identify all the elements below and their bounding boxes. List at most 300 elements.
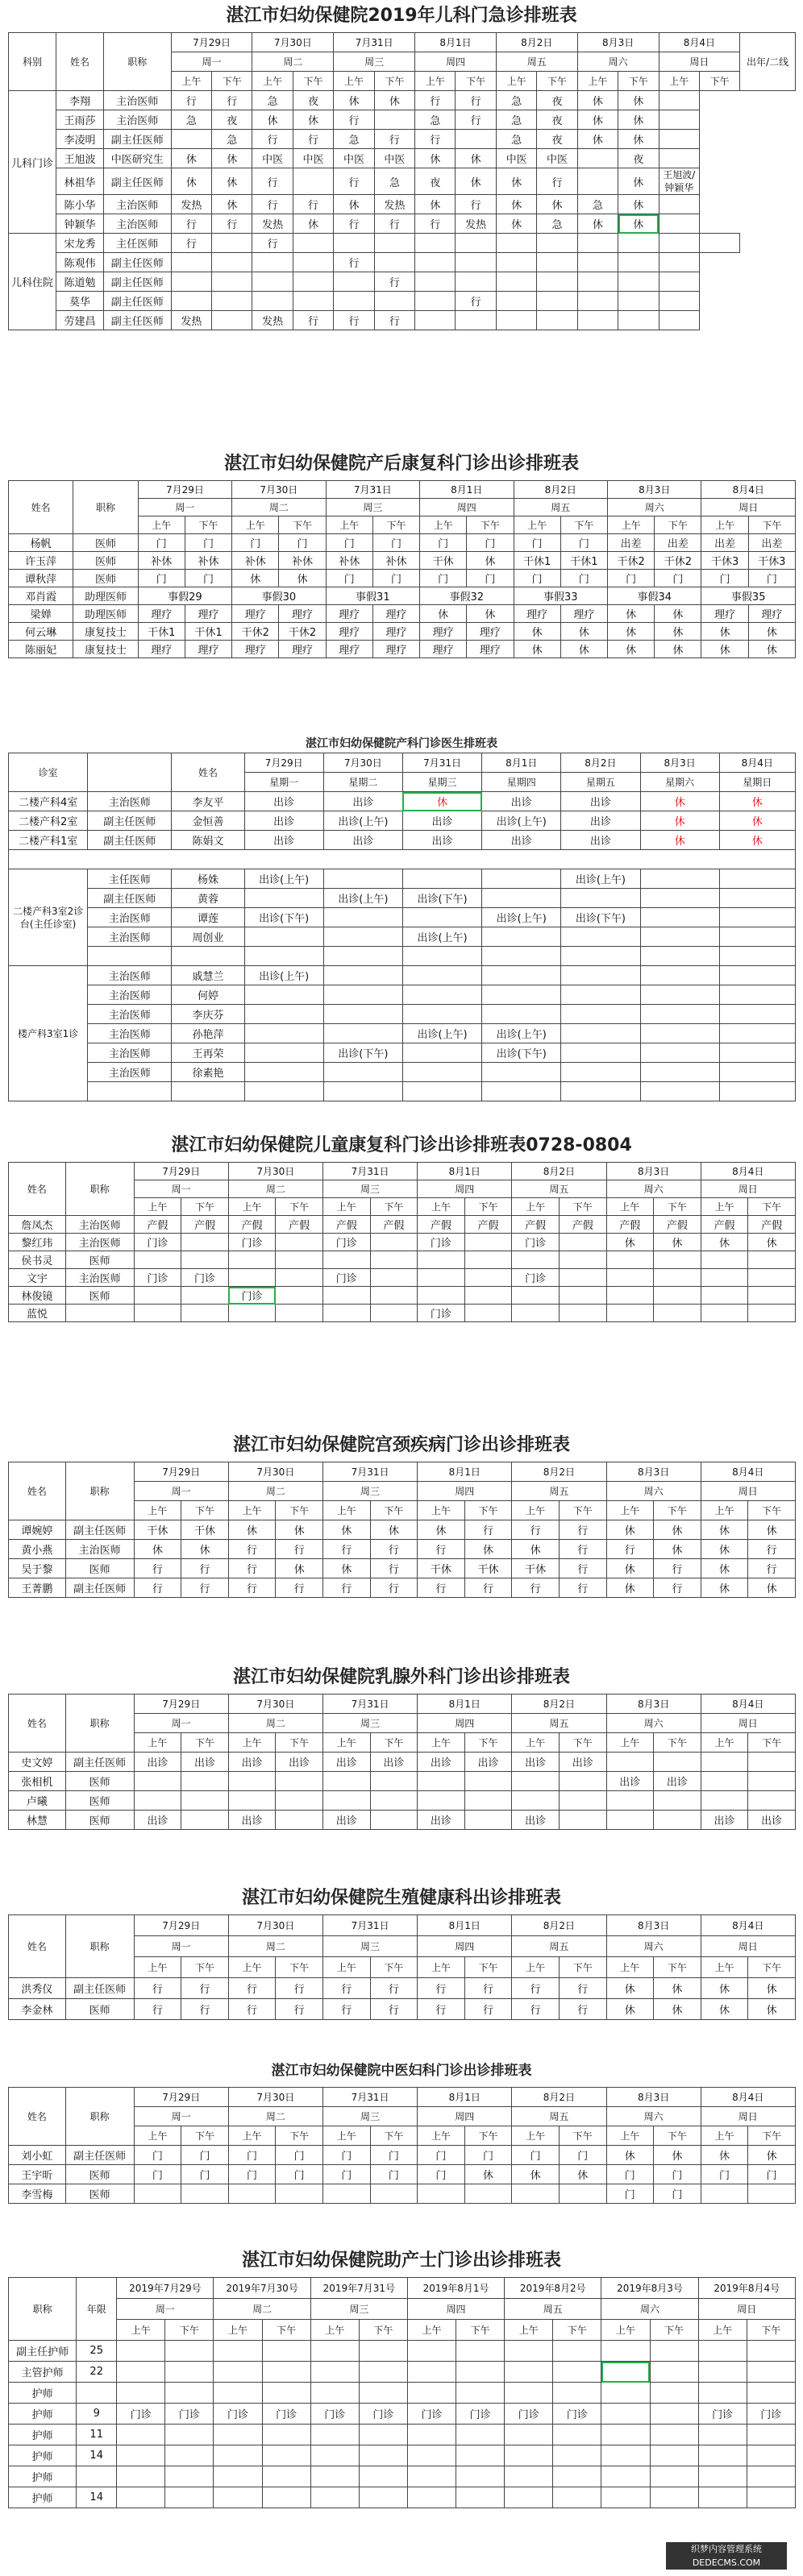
table-cell: 行 [181, 1578, 229, 1598]
table-cell: 医师 [65, 1287, 134, 1305]
table-cell: 理疗 [372, 641, 419, 658]
table-cell: 休 [606, 1578, 654, 1598]
table-cell [370, 1251, 418, 1269]
table-cell: 理疗 [279, 605, 326, 623]
table-cell: 出诊(上午) [561, 869, 640, 889]
header-cell: 下午 [748, 1501, 796, 1520]
table-cell [701, 1305, 748, 1322]
table-cell [228, 1772, 276, 1791]
table-cell [418, 1287, 465, 1305]
table-cell [323, 966, 402, 985]
table-cell: 出诊(上午) [402, 927, 481, 947]
table-row [9, 2487, 796, 2508]
header-cell: 上午 [171, 72, 211, 91]
table-cell: 主治医师 [103, 214, 171, 234]
header-cell: 周五 [512, 2107, 606, 2126]
table-cell: 主治医师 [88, 1024, 172, 1043]
schedule-table [8, 32, 796, 330]
table-cell [276, 1234, 323, 1251]
header-cell: 下午 [654, 1501, 701, 1520]
table-cell: 休 [496, 214, 536, 234]
table-cell: 事假33 [514, 587, 607, 605]
header-cell: 上午 [228, 1733, 276, 1753]
header-cell: 上午 [496, 72, 536, 91]
header-cell: 上午 [418, 2126, 465, 2146]
header-row [9, 481, 796, 499]
table-cell: 出诊(上午) [323, 811, 402, 831]
table-cell: 副主任医师 [65, 1520, 134, 1540]
table-cell [505, 2341, 553, 2362]
table-row [9, 1063, 796, 1082]
table-cell: 门 [134, 2146, 181, 2165]
table-cell: 行 [228, 1540, 276, 1559]
table-cell: 休 [606, 1234, 654, 1251]
table-cell: 文宇 [9, 1269, 66, 1287]
table-cell [650, 2341, 698, 2362]
table-cell: 产假 [606, 1216, 654, 1234]
table-cell: 门 [654, 2184, 701, 2204]
table-cell: 门 [372, 534, 419, 552]
table-cell: 副主任医师 [103, 311, 171, 330]
table-cell: 洪秀仪 [9, 1978, 66, 1999]
table-row [9, 570, 796, 587]
header-cell: 下午 [618, 72, 659, 91]
table-cell [559, 1305, 606, 1322]
table-cell [650, 2383, 698, 2404]
table-cell [322, 1251, 370, 1269]
table-cell: 金恒善 [172, 811, 244, 831]
header-cell: 下午 [370, 1957, 418, 1978]
table-cell: 中医 [374, 149, 414, 168]
table-cell [310, 2383, 359, 2404]
table-cell [601, 2466, 650, 2487]
header-cell: 周日 [701, 1482, 795, 1501]
table-cell: 休 [171, 168, 211, 195]
table-cell [322, 2184, 370, 2204]
table-cell: 出诊 [482, 831, 561, 850]
table-cell: 护师 [9, 2445, 77, 2466]
header-cell: 上午 [577, 72, 618, 91]
table-cell: 二楼产科4室 [9, 792, 88, 811]
table-cell: 出诊 [323, 831, 402, 850]
table-cell: 理疗 [467, 641, 514, 658]
table-cell: 理疗 [560, 605, 607, 623]
table-cell [402, 947, 481, 966]
header-cell: 上午 [701, 1501, 748, 1520]
header-cell: 7月29日 [134, 1462, 228, 1482]
header-cell: 下午 [748, 1733, 796, 1753]
table-cell: 行 [134, 1999, 181, 2020]
table-cell [181, 2184, 229, 2204]
table-cell: 休 [654, 1234, 701, 1251]
table-cell [464, 1234, 512, 1251]
table-cell: 出诊 [276, 1753, 323, 1772]
table-cell [537, 292, 577, 311]
header-cell: 周五 [512, 1180, 606, 1198]
table-cell: 产假 [512, 1216, 560, 1234]
table-cell: 行 [374, 130, 414, 149]
table-cell: 行 [228, 1999, 276, 2020]
header-cell: 周三 [322, 1180, 417, 1198]
table-cell: 干休3 [748, 552, 795, 570]
table-cell: 门诊 [134, 1234, 181, 1251]
table-cell: 出差 [748, 534, 795, 552]
table-cell [418, 1791, 465, 1811]
table-cell: 行 [322, 1540, 370, 1559]
table-cell: 主治医师 [65, 1540, 134, 1559]
table-cell [748, 1251, 796, 1269]
table-cell: 干休2 [279, 623, 326, 641]
table-cell [577, 234, 618, 253]
table-cell [244, 1082, 323, 1101]
table-row [9, 869, 796, 889]
table-cell: 黄小燕 [9, 1540, 66, 1559]
table-row [9, 792, 796, 811]
header-cell: 上午 [117, 2320, 165, 2341]
header-cell: 职称 [65, 1462, 134, 1520]
table-cell: 干休2 [608, 552, 655, 570]
header-cell: 下午 [181, 2126, 229, 2146]
table-cell [244, 1043, 323, 1063]
table-row [9, 1269, 796, 1287]
table-cell: 刘小虹 [9, 2146, 66, 2165]
table-cell [181, 1811, 229, 1830]
header-cell: 2019年8月3号 [601, 2278, 698, 2299]
table-cell [618, 253, 659, 272]
table-cell: 行 [334, 311, 374, 330]
table-cell: 行 [559, 1978, 606, 1999]
schedule-table [8, 2277, 796, 2508]
table-cell [456, 2383, 505, 2404]
table-cell: 李雪梅 [9, 2184, 66, 2204]
table-cell: 中医 [334, 149, 374, 168]
table-row [9, 908, 796, 927]
table-cell: 门 [185, 570, 231, 587]
table-cell: 休 [748, 641, 795, 658]
schedule-section [0, 0, 803, 330]
table-cell: 行 [181, 1999, 229, 2020]
table-cell: 事假34 [608, 587, 701, 605]
table-cell: 产假 [701, 1216, 748, 1234]
table-row [9, 1772, 796, 1791]
header-cell: 周二 [232, 499, 326, 516]
table-cell: 二楼产科2室 [9, 811, 88, 831]
header-cell: 周一 [134, 1180, 228, 1198]
table-cell [276, 1772, 323, 1791]
header-cell: 8月1日 [418, 1915, 512, 1936]
table-cell: 行 [418, 1999, 465, 2020]
header-cell: 8月1日 [418, 1163, 512, 1180]
table-cell: 事假31 [326, 587, 419, 605]
table-row [9, 1520, 796, 1540]
table-cell: 吴于黎 [9, 1559, 66, 1578]
table-row [9, 552, 796, 570]
header-cell: 周六 [606, 1714, 701, 1733]
table-cell: 谭婉婷 [9, 1520, 66, 1540]
table-cell: 护师 [9, 2466, 77, 2487]
table-cell [553, 2445, 601, 2466]
header-cell: 上午 [701, 1198, 748, 1216]
header-cell: 上午 [606, 2126, 654, 2146]
table-cell: 休 [655, 641, 701, 658]
table-row [9, 1540, 796, 1559]
header-cell: 8月3日 [577, 33, 659, 52]
table-cell: 杨帆 [9, 534, 73, 552]
header-cell: 7月30日 [252, 33, 334, 52]
table-cell: 行 [512, 1978, 560, 1999]
table-cell [456, 234, 496, 253]
header-cell: 上午 [228, 1198, 276, 1216]
table-cell: 休 [467, 552, 514, 570]
table-cell: 休 [402, 792, 481, 811]
table-cell [323, 1024, 402, 1043]
header-cell: 姓名 [9, 1915, 66, 1978]
header-cell: 2019年7月29号 [117, 2278, 214, 2299]
header-cell: 上午 [606, 1198, 654, 1216]
table-row [9, 1234, 796, 1251]
header-cell: 职称 [65, 1163, 134, 1216]
header-cell: 周日 [698, 2299, 795, 2320]
table-cell [512, 1305, 560, 1322]
header-cell: 7月29日 [138, 481, 231, 499]
table-cell: 林俊镜 [9, 1287, 66, 1305]
table-cell: 谭秋萍 [9, 570, 73, 587]
header-cell: 职称 [65, 2088, 134, 2146]
table-cell [323, 908, 402, 927]
table-cell: 休 [577, 130, 618, 149]
table-cell: 副主任医师 [65, 1753, 134, 1772]
table-cell: 出诊 [561, 811, 640, 831]
table-cell [748, 1287, 796, 1305]
header-cell: 周四 [420, 499, 514, 516]
header-cell: 周一 [134, 2107, 228, 2126]
header-cell: 2019年8月4号 [698, 2278, 795, 2299]
table-cell: 行 [374, 214, 414, 234]
table-cell: 干休1 [138, 623, 185, 641]
table-cell: 休 [577, 110, 618, 130]
table-cell: 副主任医师 [103, 272, 171, 292]
table-cell: 休 [171, 149, 211, 168]
table-cell [402, 1082, 481, 1101]
table-cell: 陈娟文 [172, 831, 244, 850]
table-cell: 副主任医师 [103, 253, 171, 272]
table-cell: 主管护师 [9, 2362, 77, 2383]
table-cell: 补休 [232, 552, 279, 570]
header-cell: 8月2日 [496, 33, 577, 52]
table-cell [262, 2425, 310, 2445]
table-cell [659, 214, 699, 234]
table-cell [370, 1305, 418, 1322]
table-row [9, 253, 796, 272]
table-cell: 休 [467, 605, 514, 623]
table-cell [359, 2445, 407, 2466]
table-cell: 发热 [456, 214, 496, 234]
table-cell: 出诊 [654, 1772, 701, 1791]
table-cell [537, 253, 577, 272]
table-cell [505, 2383, 553, 2404]
table-cell [654, 1269, 701, 1287]
table-cell: 休 [701, 1234, 748, 1251]
table-cell: 行 [334, 168, 374, 195]
schedule-table [8, 1162, 796, 1322]
table-cell [618, 292, 659, 311]
table-cell: 行 [464, 1520, 512, 1540]
table-cell: 许玉萍 [9, 552, 73, 570]
header-cell: 上午 [701, 2126, 748, 2146]
table-cell [244, 1063, 323, 1082]
table-cell [640, 1082, 719, 1101]
table-cell [496, 272, 536, 292]
table-cell [561, 1063, 640, 1082]
table-cell: 出诊(下午) [244, 908, 323, 927]
table-cell: 行 [293, 311, 333, 330]
header-cell: 星期六 [640, 773, 719, 792]
table-cell: 行 [134, 1559, 181, 1578]
table-cell: 医师 [65, 1999, 134, 2020]
table-cell: 门 [748, 2165, 796, 2184]
table-cell: 行 [418, 1578, 465, 1598]
table-cell: 行 [334, 253, 374, 272]
schedule-title: 湛江市妇幼保健院乳腺外科门诊出诊排班表 [232, 1667, 570, 1687]
header-cell: 8月2日 [512, 1163, 606, 1180]
table-cell [322, 1287, 370, 1305]
table-cell: 发热 [252, 214, 293, 234]
table-cell [640, 985, 719, 1005]
header-cell: 8月3日 [606, 1695, 701, 1714]
header-cell: 下午 [370, 1501, 418, 1520]
table-cell: 休 [496, 168, 536, 195]
schedule-section [0, 1130, 803, 1322]
header-row [9, 1915, 796, 1936]
table-cell [134, 2184, 181, 2204]
table-cell [719, 1063, 795, 1082]
header-cell: 下午 [181, 1957, 229, 1978]
header-cell: 周日 [659, 52, 740, 72]
header-cell: 周四 [418, 1482, 512, 1501]
table-cell: 副主任医师 [88, 811, 172, 831]
table-cell [650, 2362, 698, 2383]
table-cell [134, 1251, 181, 1269]
table-cell: 出诊 [228, 1811, 276, 1830]
table-cell: 行 [370, 1578, 418, 1598]
table-cell: 何云琳 [9, 623, 73, 641]
table-cell: 副主任医师 [103, 130, 171, 149]
header-cell: 7月29日 [244, 753, 323, 773]
watermark-line-1: 织梦内容管理系统 [691, 2544, 762, 2554]
table-cell [606, 1753, 654, 1772]
header-cell: 周二 [228, 1180, 322, 1198]
table-cell [165, 2487, 214, 2508]
header-cell: 7月29日 [171, 33, 252, 52]
header-cell: 8月4日 [701, 1915, 795, 1936]
table-cell: 门 [467, 534, 514, 552]
table-cell [228, 1269, 276, 1287]
table-cell: 出诊(上午) [244, 869, 323, 889]
table-cell: 发热 [171, 195, 211, 214]
table-cell: 詹凤杰 [9, 1216, 66, 1234]
table-cell: 行 [276, 1540, 323, 1559]
table-cell: 休 [701, 641, 748, 658]
table-row [9, 168, 796, 195]
header-cell: 周三 [334, 52, 415, 72]
table-cell: 出诊 [561, 831, 640, 850]
table-cell: 休 [181, 1540, 229, 1559]
table-cell [293, 292, 333, 311]
table-cell [407, 2425, 456, 2445]
table-cell: 休 [514, 641, 560, 658]
table-cell: 史文婷 [9, 1753, 66, 1772]
table-cell [482, 985, 561, 1005]
table-cell: 助理医师 [73, 605, 138, 623]
table-cell: 休 [618, 130, 659, 149]
table-cell [654, 1305, 701, 1322]
table-cell: 干休 [181, 1520, 229, 1540]
table-cell [640, 1005, 719, 1024]
table-cell [214, 2362, 262, 2383]
schedule-title: 湛江市妇幼保健院产科门诊医生排班表 [306, 737, 497, 750]
header-cell: 周六 [608, 499, 701, 516]
header-cell: 下午 [359, 2320, 407, 2341]
table-cell: 夜 [537, 110, 577, 130]
table-cell: 休 [640, 831, 719, 850]
header-cell: 下午 [559, 1198, 606, 1216]
table-cell: 门诊 [228, 1287, 276, 1305]
table-cell [512, 1287, 560, 1305]
table-cell: 门 [185, 534, 231, 552]
header-cell: 姓名 [172, 753, 244, 792]
header-cell: 下午 [262, 2320, 310, 2341]
header-cell: 周六 [577, 52, 659, 72]
table-cell [212, 292, 252, 311]
table-cell [537, 272, 577, 292]
table-cell [640, 908, 719, 927]
header-cell: 周五 [496, 52, 577, 72]
table-cell: 出诊(上午) [244, 966, 323, 985]
table-cell: 行 [134, 1978, 181, 1999]
table-cell: 医师 [65, 1251, 134, 1269]
table-cell: 产假 [134, 1216, 181, 1234]
header-row [9, 2299, 796, 2320]
table-cell [214, 2466, 262, 2487]
table-cell: 行 [181, 1978, 229, 1999]
header-cell: 周四 [418, 1936, 512, 1957]
header-cell: 7月31日 [322, 1462, 417, 1482]
table-cell: 休 [748, 2146, 796, 2165]
table-cell [456, 2487, 505, 2508]
table-cell: 门 [655, 570, 701, 587]
table-cell: 行 [415, 214, 456, 234]
table-cell [650, 2466, 698, 2487]
table-cell: 门诊 [418, 1234, 465, 1251]
header-cell: 8月3日 [606, 2088, 701, 2107]
table-cell [402, 869, 481, 889]
table-cell: 出诊 [244, 792, 323, 811]
table-cell: 行 [293, 130, 333, 149]
table-cell: 蓝悦 [9, 1305, 66, 1322]
table-cell [698, 2466, 747, 2487]
header-cell: 星期二 [323, 773, 402, 792]
header-cell: 周日 [701, 499, 795, 516]
table-cell: 夜 [212, 110, 252, 130]
table-row [9, 2362, 796, 2383]
table-cell: 理疗 [185, 641, 231, 658]
header-cell: 周二 [228, 1482, 322, 1501]
table-cell: 门 [134, 2165, 181, 2184]
table-cell: 门诊 [407, 2404, 456, 2425]
table-cell [701, 2184, 748, 2204]
table-cell: 补休 [185, 552, 231, 570]
table-cell [165, 2341, 214, 2362]
